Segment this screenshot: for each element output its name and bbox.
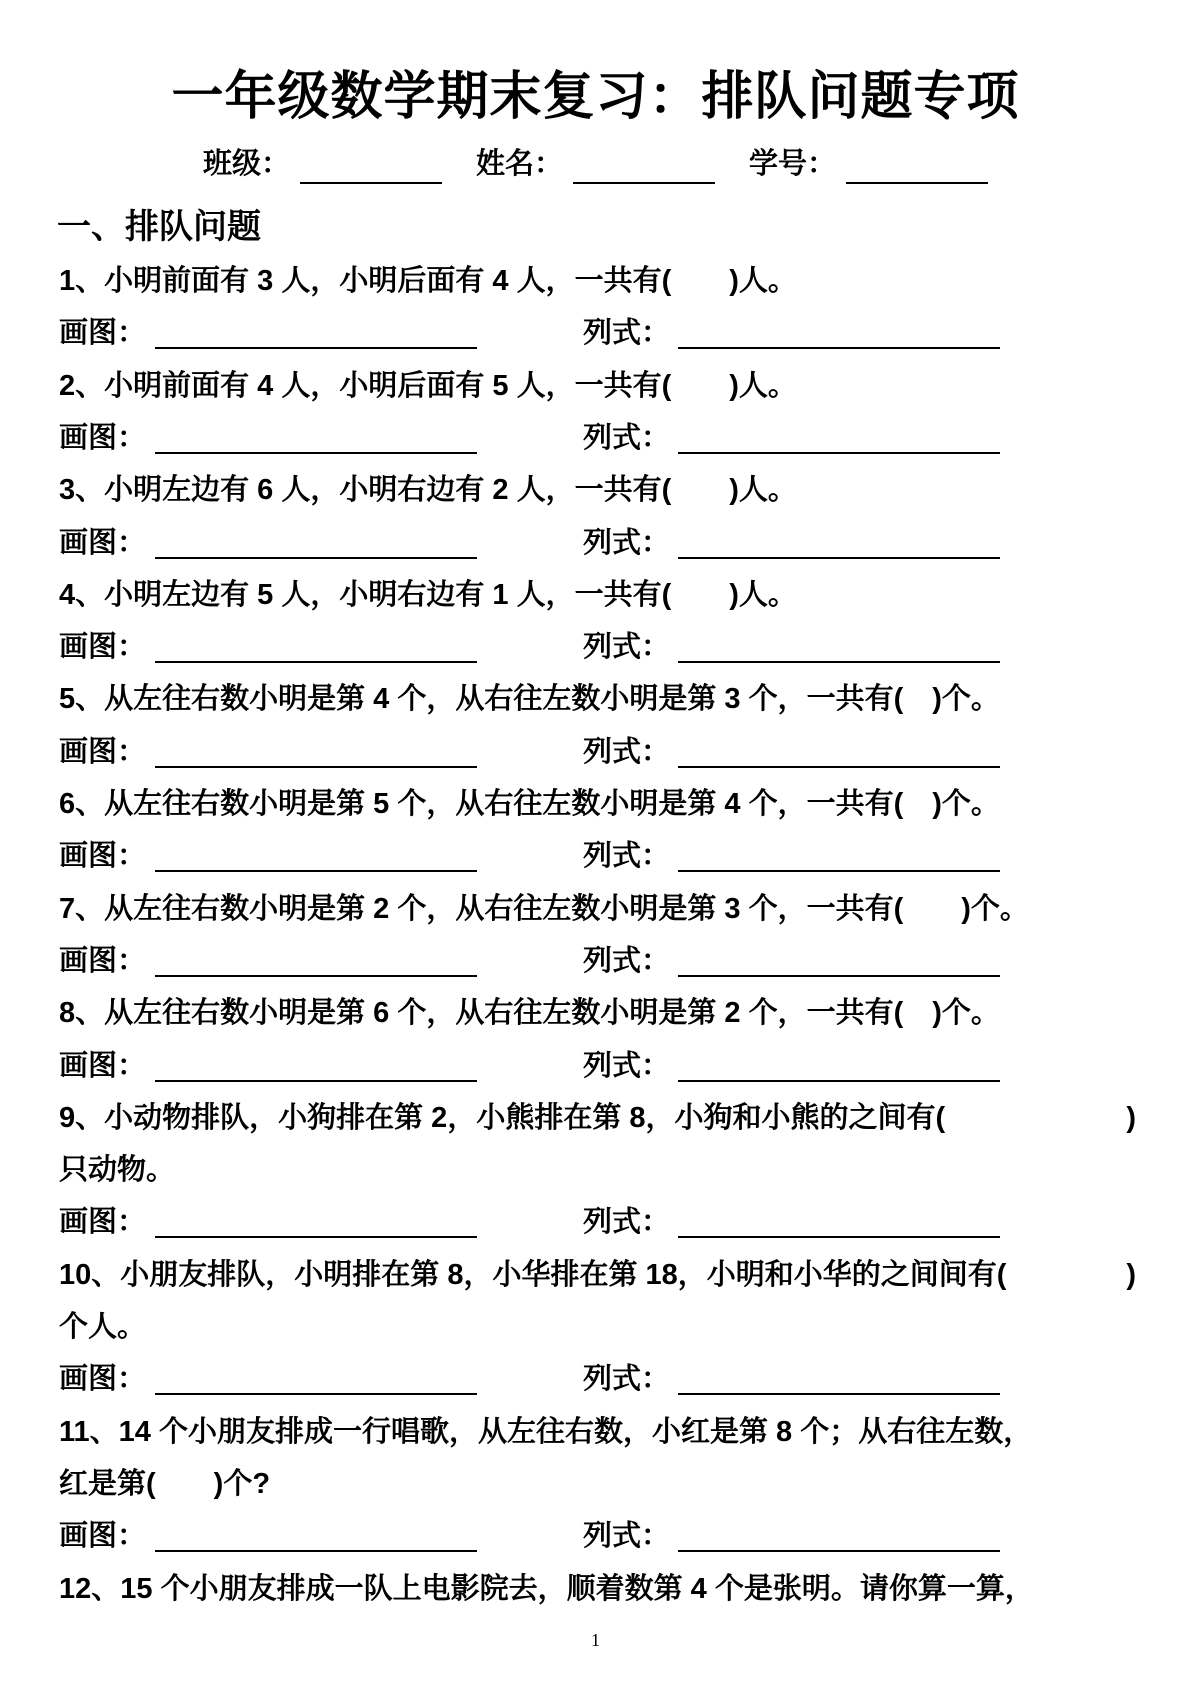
formula-label: 列式： — [583, 631, 671, 664]
answer-row — [59, 1046, 1059, 1086]
formula-label: 列式： — [583, 1520, 671, 1553]
answer-row — [59, 941, 1059, 981]
question-text: 4、小明左边有 5 人，小明右边有 1 人，一共有( )人。 — [59, 578, 797, 611]
draw-answer-line[interactable] — [155, 1236, 477, 1238]
answer-bracket-close: ) — [1126, 1101, 1136, 1134]
question-text: 3、小明左边有 6 人，小明右边有 2 人，一共有( )人。 — [59, 474, 797, 507]
answer-row — [59, 1359, 1059, 1399]
formula-answer-line[interactable] — [678, 347, 1000, 349]
draw-label: 画图： — [59, 1363, 147, 1396]
question-text: 6、从左往右数小明是第 5 个，从右往左数小明是第 4 个，一共有( )个。 — [59, 788, 1000, 820]
draw-label: 画图： — [59, 1520, 147, 1553]
question-text: 5、从左往右数小明是第 4 个，从右往左数小明是第 3 个，一共有( )个。 — [59, 683, 1000, 716]
question-text: 12、15 个小朋友排成一队上电影院去，顺着数第 4 个是张明。请你算一算， — [59, 1572, 1034, 1605]
draw-answer-line[interactable] — [155, 557, 477, 559]
formula-label: 列式： — [583, 1049, 671, 1082]
formula-answer-line[interactable] — [678, 1550, 1000, 1552]
draw-answer-line[interactable] — [155, 870, 477, 872]
draw-answer-line[interactable] — [155, 1080, 477, 1082]
answer-row — [59, 1516, 1059, 1556]
formula-answer-line[interactable] — [678, 870, 1000, 872]
question-text: 11、14 个小朋友排成一行唱歌，从左往右数，小红是第 8 个；从右往左数， — [59, 1415, 1033, 1448]
question-text-part: 10、小朋友排队，小明排在第 8，小华排在第 18，小明和小华的之间间有( — [59, 1258, 1007, 1291]
question-text: 1、小明前面有 3 人，小明后面有 4 人，一共有( )人。 — [59, 265, 797, 297]
formula-label: 列式： — [583, 421, 671, 454]
number-blank[interactable] — [846, 152, 988, 184]
formula-answer-line[interactable] — [678, 557, 1000, 559]
formula-answer-line[interactable] — [678, 661, 1000, 663]
answer-bracket-close: ) — [1126, 1258, 1136, 1291]
answer-row — [59, 313, 1059, 353]
page-number: 1 — [591, 1630, 600, 1650]
name-label: 姓名： — [475, 148, 563, 180]
class-field — [203, 144, 442, 184]
class-blank[interactable] — [300, 152, 442, 184]
draw-label: 画图： — [59, 1049, 147, 1082]
draw-label: 画图： — [59, 317, 147, 350]
answer-row — [59, 418, 1059, 458]
draw-answer-line[interactable] — [155, 452, 477, 454]
answer-row — [59, 732, 1059, 772]
draw-label: 画图： — [59, 944, 147, 977]
question-text-continued: 只动物。 — [59, 1154, 176, 1187]
draw-answer-line[interactable] — [155, 975, 477, 977]
formula-answer-line[interactable] — [678, 766, 1000, 768]
formula-answer-line[interactable] — [678, 1080, 1000, 1082]
number-label: 学号： — [749, 148, 837, 180]
draw-answer-line[interactable] — [155, 661, 477, 663]
formula-label: 列式： — [583, 526, 671, 559]
question-text: 7、从左往右数小明是第 2 个，从右往左数小明是第 3 个，一共有( )个。 — [59, 892, 1029, 925]
draw-label: 画图： — [59, 526, 147, 559]
draw-answer-line[interactable] — [155, 1393, 477, 1395]
formula-label: 列式： — [583, 1206, 671, 1239]
formula-answer-line[interactable] — [678, 1393, 1000, 1395]
formula-answer-line[interactable] — [678, 452, 1000, 454]
question-text-continued: 红是第( )个? — [59, 1467, 271, 1500]
section-title: 一、排队问题 — [57, 208, 261, 246]
draw-answer-line[interactable] — [155, 347, 477, 349]
name-field — [476, 144, 715, 184]
draw-label: 画图： — [59, 421, 147, 454]
answer-row — [59, 1202, 1059, 1242]
question-text-continued: 个人。 — [59, 1311, 147, 1343]
draw-label: 画图： — [59, 735, 147, 768]
formula-label: 列式： — [583, 944, 671, 977]
question-text: 8、从左往右数小明是第 6 个，从右往左数小明是第 2 个，一共有( )个。 — [59, 997, 1000, 1030]
formula-answer-line[interactable] — [678, 975, 1000, 977]
answer-row — [59, 836, 1059, 876]
class-label: 班级： — [202, 148, 290, 180]
answer-row — [59, 523, 1059, 563]
student-info — [0, 144, 1191, 184]
draw-label: 画图： — [59, 840, 147, 873]
draw-answer-line[interactable] — [155, 1550, 477, 1552]
draw-label: 画图： — [59, 631, 147, 664]
formula-answer-line[interactable] — [678, 1236, 1000, 1238]
formula-label: 列式： — [583, 1363, 671, 1396]
question-text — [59, 1098, 1136, 1138]
draw-label: 画图： — [59, 1206, 147, 1239]
question-text — [59, 1255, 1136, 1295]
number-field — [749, 144, 988, 184]
page-title: 一年级数学期末复习：排队问题专项 — [171, 68, 1020, 126]
question-text: 2、小明前面有 4 人，小明后面有 5 人，一共有( )人。 — [59, 369, 797, 402]
answer-row — [59, 627, 1059, 667]
formula-label: 列式： — [583, 840, 671, 873]
formula-label: 列式： — [583, 735, 671, 768]
formula-label: 列式： — [583, 317, 671, 350]
draw-answer-line[interactable] — [155, 766, 477, 768]
question-text-part: 9、小动物排队，小狗排在第 2，小熊排在第 8，小狗和小熊的之间有( — [59, 1101, 946, 1134]
name-blank[interactable] — [573, 152, 715, 184]
